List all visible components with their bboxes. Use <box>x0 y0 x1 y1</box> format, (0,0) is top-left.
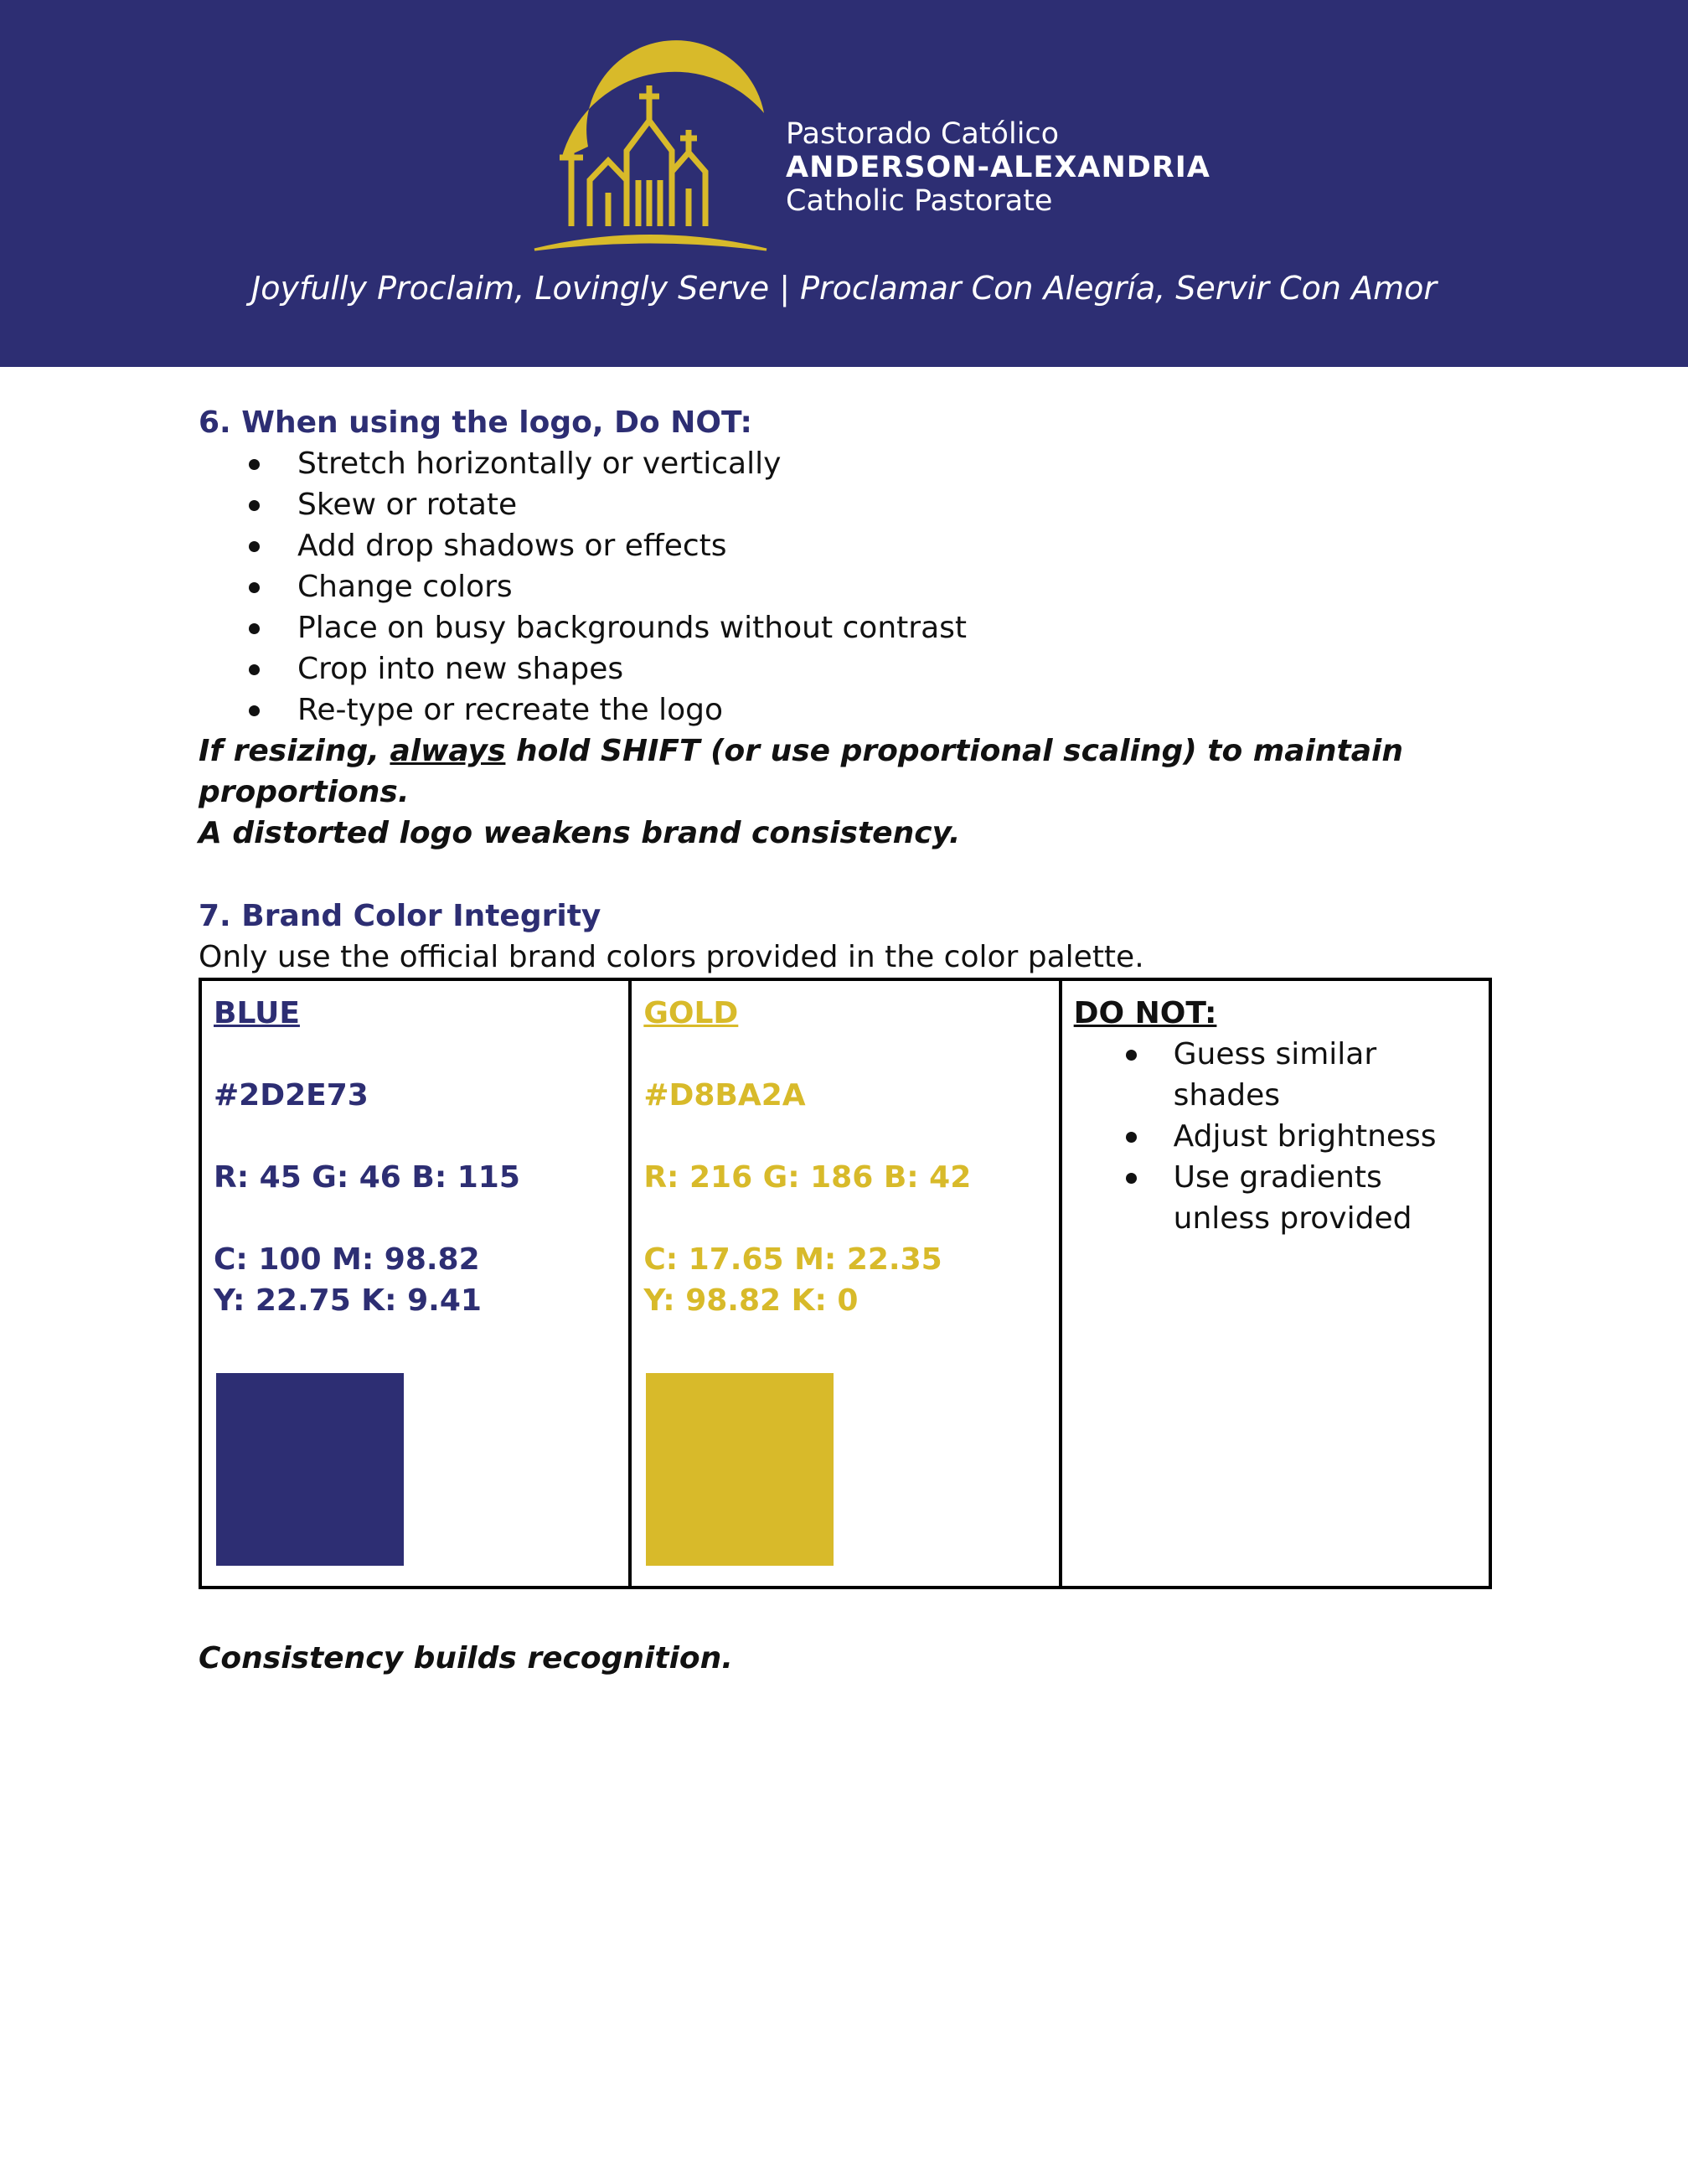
donot-title: DO NOT: <box>1073 996 1217 1030</box>
note-emphasis: always <box>390 734 506 768</box>
section7-heading: 7. Brand Color Integrity <box>199 899 601 933</box>
list-item: Crop into new shapes <box>199 648 1505 689</box>
blue-name: BLUE <box>214 996 300 1030</box>
note-text: hold SHIFT (or use proportional scaling) to maintain proportions. <box>199 734 1404 809</box>
list-item: Re-type or recreate the logo <box>199 689 1505 731</box>
blue-hex: #2D2E73 <box>214 1078 369 1113</box>
gold-swatch <box>646 1373 834 1566</box>
blue-cmyk-1: C: 100 M: 98.82 <box>214 1242 480 1277</box>
logo-line-spanish: Pastorado Católico <box>786 117 1060 151</box>
page-content <box>199 402 1505 1679</box>
gold-cmyk-2: Y: 98.82 K: 0 <box>643 1283 859 1318</box>
list-item: Skew or rotate <box>199 484 1505 525</box>
header-banner <box>0 0 1688 367</box>
list-item: Guess similar shades <box>1074 1034 1477 1116</box>
logo-line-english: Catholic Pastorate <box>786 184 1053 218</box>
list-item: Change colors <box>199 566 1505 607</box>
closing-statement: Consistency builds recognition. <box>199 1641 733 1675</box>
donot-column <box>1061 979 1490 1588</box>
list-item: Adjust brightness <box>1074 1116 1477 1157</box>
color-palette-table <box>199 978 1492 1589</box>
gold-cmyk-1: C: 17.65 M: 22.35 <box>643 1242 942 1277</box>
gold-rgb: R: 216 G: 186 B: 42 <box>643 1160 972 1195</box>
list-item: Add drop shadows or effects <box>199 525 1505 566</box>
blue-rgb: R: 45 G: 46 B: 115 <box>214 1160 520 1195</box>
section7-intro: Only use the official brand colors provided in the color palette. <box>199 940 1144 974</box>
color-donot-list <box>1074 1034 1477 1239</box>
resizing-note <box>199 731 1505 813</box>
list-item: Stretch horizontally or vertically <box>199 443 1505 484</box>
blue-cmyk-2: Y: 22.75 K: 9.41 <box>214 1283 482 1318</box>
gold-name: GOLD <box>643 996 739 1030</box>
tagline: Joyfully Proclaim, Lovingly Serve | Proclamar Con Alegría, Servir Con Amor <box>251 270 1437 307</box>
list-item: Place on busy backgrounds without contrast <box>199 607 1505 648</box>
logo-line-name: ANDERSON-ALEXANDRIA <box>786 151 1211 184</box>
logo-wordmark <box>786 117 1211 218</box>
list-item: Use gradients unless provided <box>1074 1157 1477 1239</box>
blue-column <box>200 979 630 1588</box>
section6-heading: 6. When using the logo, Do NOT: <box>199 405 752 440</box>
distortion-note: A distorted logo weakens brand consistency. <box>199 816 961 850</box>
logo-donot-list <box>199 443 1505 731</box>
blue-swatch <box>216 1373 404 1566</box>
church-logo-icon <box>528 34 771 260</box>
gold-column <box>630 979 1060 1588</box>
gold-hex: #D8BA2A <box>643 1078 806 1113</box>
note-text: If resizing, <box>199 734 390 768</box>
